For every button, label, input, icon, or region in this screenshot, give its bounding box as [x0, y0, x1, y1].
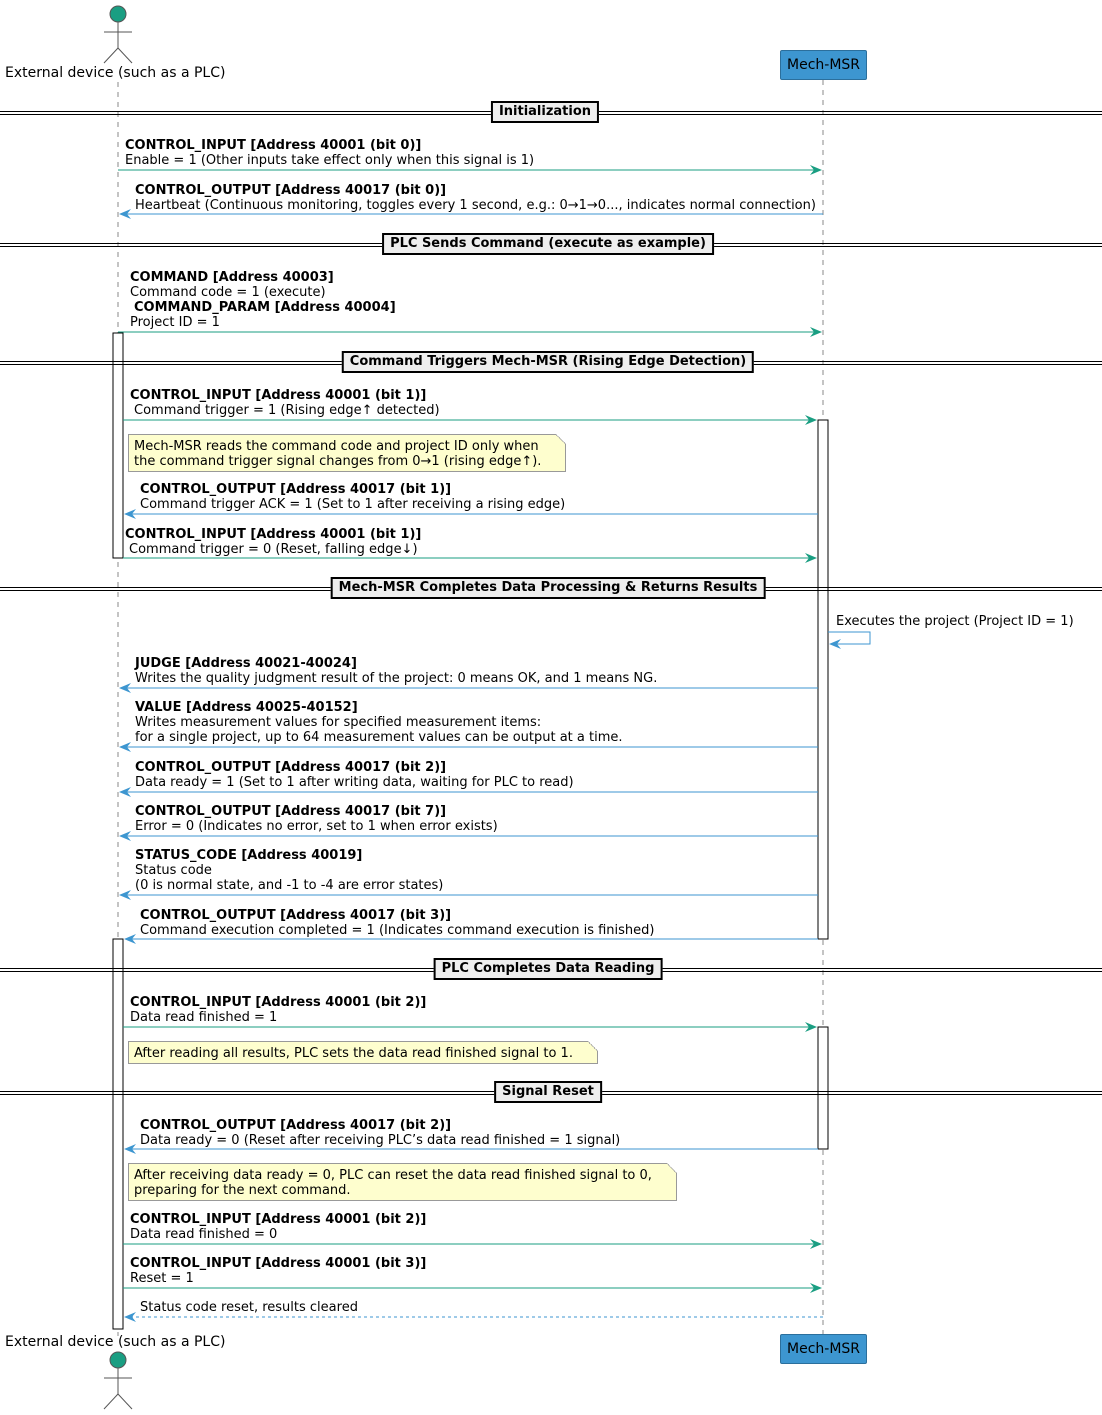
- message-text: Writes measurement values for specified measurement items:: [135, 715, 542, 730]
- message-label: [135, 700, 623, 745]
- message-label: [125, 138, 534, 168]
- message-text: Heartbeat (Continuous monitoring, toggles every 1 second, e.g.: 0→1→0..., indicates normal connection): [135, 198, 816, 213]
- message-label: [130, 995, 426, 1025]
- message-title: CONTROL_OUTPUT [Address 40017 (bit 2)]: [135, 760, 447, 775]
- message-title: CONTROL_INPUT [Address 40001 (bit 1)]: [125, 527, 422, 542]
- message-text: Executes the project (Project ID = 1): [836, 614, 1074, 629]
- message-label: [135, 183, 816, 213]
- message-label: [140, 1300, 358, 1315]
- message-label: [135, 848, 443, 893]
- message-text: (0 is normal state, and -1 to -4 are error states): [135, 878, 444, 893]
- note-rising-edge: [128, 434, 566, 472]
- system-activation-2: [818, 1027, 828, 1149]
- message-title: VALUE [Address 40025-40152]: [135, 700, 358, 715]
- note-line: the command trigger signal changes from 0→1 (rising edge↑).: [134, 454, 542, 469]
- section-plc-sends: PLC Sends Command (execute as example): [382, 233, 714, 255]
- message-text: for a single project, up to 64 measurement values can be output at a time.: [135, 730, 623, 745]
- message-title: CONTROL_OUTPUT [Address 40017 (bit 2)]: [140, 1118, 452, 1133]
- note-reset: [128, 1163, 677, 1201]
- message-text: Project ID = 1: [130, 315, 220, 330]
- message-text: Writes the quality judgment result of the project: 0 means OK, and 1 means NG.: [135, 671, 658, 686]
- message-text: Data read finished = 1: [130, 1010, 278, 1025]
- note-fold-icon: [588, 1041, 598, 1051]
- note-fold-icon: [667, 1163, 677, 1173]
- actor-figure-top: [104, 6, 132, 63]
- section-completes: Mech-MSR Completes Data Processing & Returns Results: [331, 577, 766, 599]
- message-label: [140, 908, 654, 938]
- message-label: [836, 614, 1074, 629]
- message-title: CONTROL_INPUT [Address 40001 (bit 3)]: [130, 1256, 427, 1271]
- arrow-m7-self: [828, 632, 870, 644]
- section-reset: Signal Reset: [494, 1081, 602, 1103]
- system-box-top: Mech-MSR: [780, 50, 867, 80]
- message-title: CONTROL_OUTPUT [Address 40017 (bit 7)]: [135, 804, 447, 819]
- actor-figure-bottom: [104, 1352, 132, 1409]
- message-label: [140, 482, 565, 512]
- message-title: COMMAND [Address 40003]: [130, 270, 334, 285]
- message-title: CONTROL_INPUT [Address 40001 (bit 1)]: [130, 388, 427, 403]
- note-line: preparing for the next command.: [134, 1183, 351, 1198]
- message-title: STATUS_CODE [Address 40019]: [135, 848, 363, 863]
- message-label: [130, 270, 396, 330]
- message-label: [130, 1256, 426, 1286]
- message-text: Data read finished = 0: [130, 1227, 278, 1242]
- note-fold-icon: [556, 434, 566, 444]
- message-title: JUDGE [Address 40021-40024]: [135, 656, 357, 671]
- message-text: Data ready = 0 (Reset after receiving PLC’s data read finished = 1 signal): [140, 1133, 621, 1148]
- message-label: [135, 804, 498, 834]
- section-triggers: Command Triggers Mech-MSR (Rising Edge Detection): [342, 351, 754, 373]
- message-title: CONTROL_OUTPUT [Address 40017 (bit 0)]: [135, 183, 447, 198]
- message-text: Command trigger = 1 (Rising edge↑ detected): [134, 403, 440, 418]
- message-label: [125, 527, 421, 557]
- message-title: CONTROL_OUTPUT [Address 40017 (bit 3)]: [140, 908, 452, 923]
- message-text: Enable = 1 (Other inputs take effect only when this signal is 1): [125, 153, 535, 168]
- message-text: Command execution completed = 1 (Indicates command execution is finished): [140, 923, 655, 938]
- system-activation-1: [818, 420, 828, 939]
- section-initialization: Initialization: [491, 101, 599, 123]
- message-title: CONTROL_OUTPUT [Address 40017 (bit 1)]: [140, 482, 452, 497]
- message-label: [130, 1212, 426, 1242]
- message-title: CONTROL_INPUT [Address 40001 (bit 2)]: [130, 995, 427, 1010]
- note-line: After reading all results, PLC sets the data read finished signal to 1.: [134, 1046, 573, 1061]
- message-text: Status code reset, results cleared: [140, 1300, 358, 1315]
- message-title: COMMAND_PARAM [Address 40004]: [134, 300, 396, 315]
- message-text: Command code = 1 (execute): [130, 285, 326, 300]
- message-text: Command trigger = 0 (Reset, falling edge↓): [129, 542, 418, 557]
- message-text: Status code: [135, 863, 212, 878]
- note-data-read: [128, 1041, 598, 1064]
- message-title: CONTROL_INPUT [Address 40001 (bit 0)]: [125, 138, 422, 153]
- actor-label-bottom: External device (such as a PLC): [5, 1334, 226, 1350]
- actor-label-top: External device (such as a PLC): [5, 65, 226, 81]
- message-text: Data ready = 1 (Set to 1 after writing data, waiting for PLC to read): [135, 775, 574, 790]
- message-label: [140, 1118, 620, 1148]
- message-text: Reset = 1: [130, 1271, 194, 1286]
- message-text: Error = 0 (Indicates no error, set to 1 when error exists): [135, 819, 498, 834]
- message-title: CONTROL_INPUT [Address 40001 (bit 2)]: [130, 1212, 427, 1227]
- note-line: After receiving data ready = 0, PLC can reset the data read finished signal to 0,: [134, 1168, 652, 1183]
- message-text: Command trigger ACK = 1 (Set to 1 after receiving a rising edge): [140, 497, 566, 512]
- note-line: Mech-MSR reads the command code and project ID only when: [134, 439, 539, 454]
- actor-activation-2: [113, 939, 123, 1329]
- system-box-bottom: Mech-MSR: [780, 1334, 867, 1364]
- actor-activation-1: [113, 333, 123, 558]
- section-reading: PLC Completes Data Reading: [434, 958, 663, 980]
- message-label: [135, 656, 657, 686]
- message-label: [135, 760, 574, 790]
- message-label: [130, 388, 440, 418]
